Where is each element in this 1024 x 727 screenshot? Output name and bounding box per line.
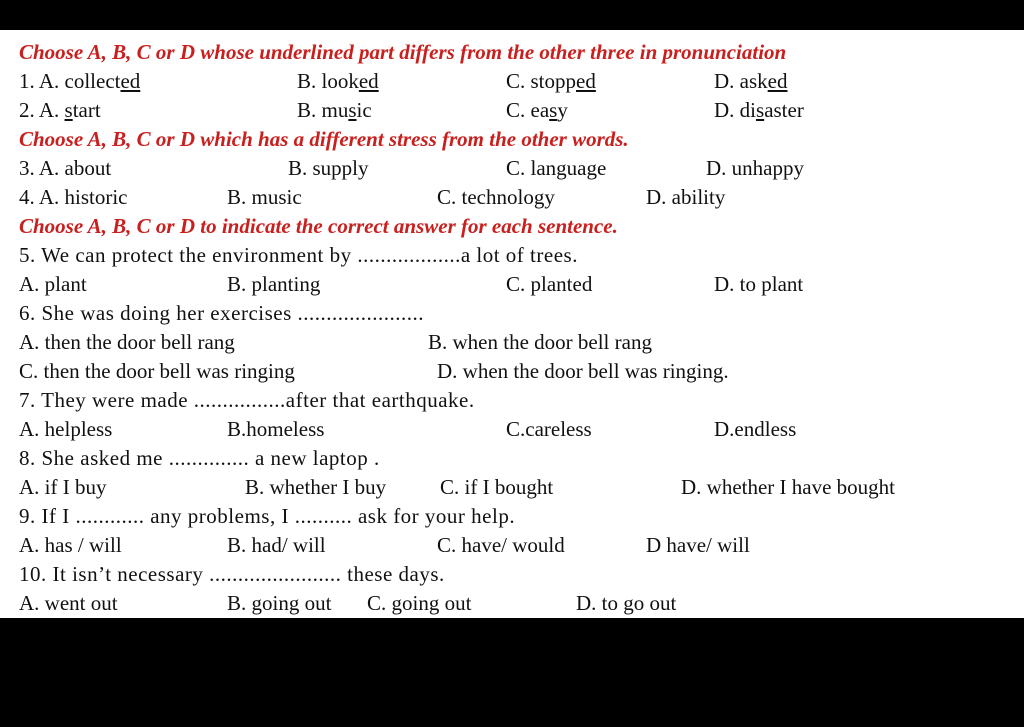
q1-option-d[interactable]: D. asked [714,69,788,93]
question-7-options-row [0,415,1024,444]
q8-option-a[interactable]: A. if I buy [19,475,107,499]
q7-option-d[interactable]: D.endless [714,417,797,441]
q2-option-c[interactable]: C. easy [506,98,568,122]
q10-option-b[interactable]: B. going out [227,591,332,615]
q9-option-a[interactable]: A. has / will [19,533,122,557]
q1-option-c[interactable]: C. stopped [506,69,596,93]
q5-option-b[interactable]: B. planting [227,272,321,296]
q6-stem: 6. She was doing her exercises ...................... [19,301,425,325]
q6-option-d[interactable]: D. when the door bell was ringing. [437,359,729,383]
section-heading-row [0,125,1024,154]
question-2-row [0,96,1024,125]
q3-option-a[interactable]: 3. A. about [19,156,112,180]
q7-option-c[interactable]: C.careless [506,417,592,441]
q9-stem: 9. If I ............ any problems, I .......... ask for your help. [19,504,516,528]
question-7-stem-row [0,386,1024,415]
question-5-stem-row [0,241,1024,270]
section-heading-row [0,38,1024,67]
q7-option-b[interactable]: B.homeless [227,417,325,441]
section-heading-stress: Choose A, B, C or D which has a different stress from the other words. [19,127,629,151]
q4-option-a[interactable]: 4. A. historic [19,185,128,209]
q2-option-b[interactable]: B. music [297,98,372,122]
q4-option-b[interactable]: B. music [227,185,302,209]
q5-option-a[interactable]: A. plant [19,272,87,296]
q5-option-c[interactable]: C. planted [506,272,593,296]
question-9-stem-row [0,502,1024,531]
question-3-row [0,154,1024,183]
q4-option-c[interactable]: C. technology [437,185,555,209]
question-6-options-row-1 [0,328,1024,357]
question-8-stem-row [0,444,1024,473]
question-10-stem-row [0,560,1024,589]
q8-option-d[interactable]: D. whether I have bought [681,475,896,499]
question-10-options-row [0,589,1024,618]
q8-option-c[interactable]: C. if I bought [440,475,554,499]
q3-option-b[interactable]: B. supply [288,156,369,180]
q5-stem: 5. We can protect the environment by ..................a lot of trees. [19,243,578,267]
q3-option-d[interactable]: D. unhappy [706,156,804,180]
q9-option-d[interactable]: D have/ will [646,533,750,557]
q10-stem: 10. It isn’t necessary ....................... these days. [19,562,445,586]
q2-option-a[interactable]: 2. A. start [19,98,101,122]
section-heading-row [0,212,1024,241]
q10-option-a[interactable]: A. went out [19,591,118,615]
question-8-options-row [0,473,1024,502]
question-4-row [0,183,1024,212]
q7-option-a[interactable]: A. helpless [19,417,113,441]
q8-stem: 8. She asked me .............. a new laptop . [19,446,380,470]
section-heading-pronunciation: Choose A, B, C or D whose underlined part differs from the other three in pronunciation [19,40,787,64]
question-6-stem-row [0,299,1024,328]
q6-option-b[interactable]: B. when the door bell rang [428,330,652,354]
question-9-options-row [0,531,1024,560]
q9-option-b[interactable]: B. had/ will [227,533,326,557]
q5-option-d[interactable]: D. to plant [714,272,804,296]
q7-stem: 7. They were made ................after that earthquake. [19,388,475,412]
q1-option-b[interactable]: B. looked [297,69,379,93]
q2-option-d[interactable]: D. disaster [714,98,804,122]
q6-option-c[interactable]: C. then the door bell was ringing [19,359,295,383]
q1-option-a[interactable]: 1. A. collected [19,69,141,93]
question-5-options-row [0,270,1024,299]
q9-option-c[interactable]: C. have/ would [437,533,565,557]
q10-option-d[interactable]: D. to go out [576,591,677,615]
question-1-row [0,67,1024,96]
q8-option-b[interactable]: B. whether I buy [245,475,387,499]
worksheet-page [0,30,1024,618]
section-heading-correct-answer: Choose A, B, C or D to indicate the correct answer for each sentence. [19,214,618,238]
q6-option-a[interactable]: A. then the door bell rang [19,330,235,354]
q4-option-d[interactable]: D. ability [646,185,726,209]
question-6-options-row-2 [0,357,1024,386]
q3-option-c[interactable]: C. language [506,156,607,180]
q10-option-c[interactable]: C. going out [367,591,472,615]
